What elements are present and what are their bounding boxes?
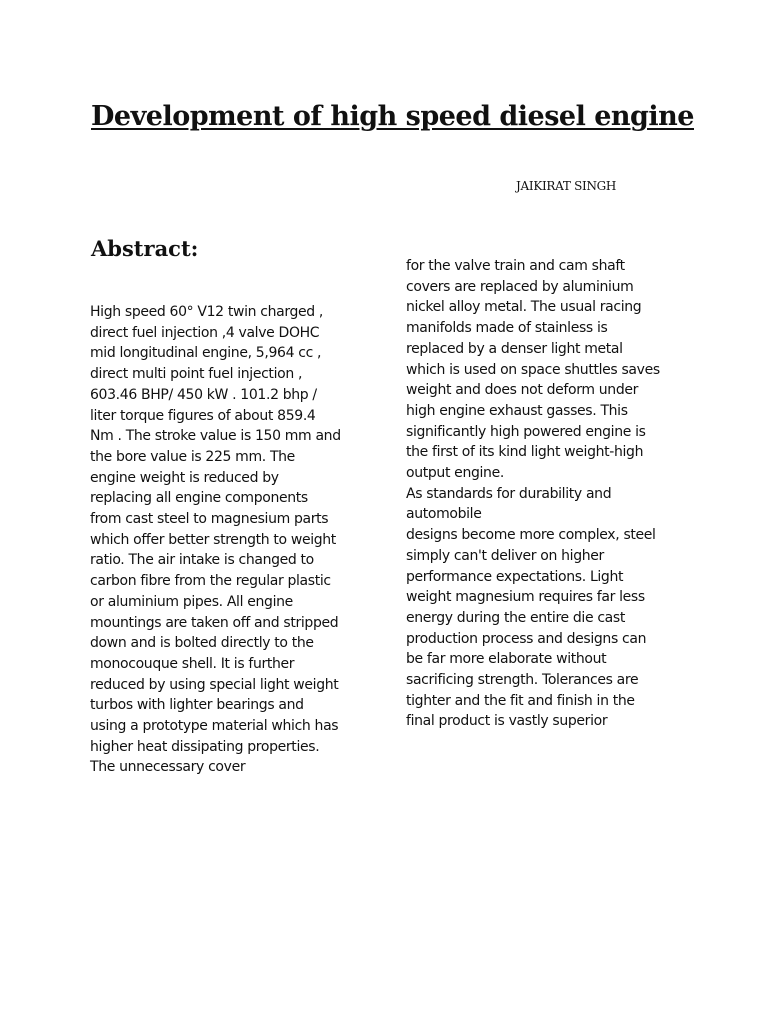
text-line: the bore value is 225 mm. The bbox=[90, 448, 295, 465]
text-line: for the valve train and cam shaft bbox=[406, 258, 625, 274]
text-line: designs become more complex, steel bbox=[406, 527, 656, 544]
author-name: JAIKIRAT SINGH bbox=[516, 179, 617, 193]
text-line: energy during the entire die cast bbox=[406, 609, 625, 626]
text-line: which is used on space shuttles saves bbox=[406, 361, 660, 378]
text-line: The unnecessary cover bbox=[90, 759, 246, 776]
text-line: High speed 60° V12 twin charged , bbox=[90, 304, 324, 320]
text-line: mid longitudinal engine, 5,964 cc , bbox=[90, 345, 322, 362]
text-line: replacing all engine components bbox=[90, 490, 308, 507]
text-line: significantly high powered engine is bbox=[406, 423, 646, 440]
text-line: direct multi point fuel injection , bbox=[90, 366, 303, 383]
text-line: manifolds made of stainless is bbox=[406, 320, 608, 337]
text-line: from cast steel to magnesium parts bbox=[90, 511, 329, 528]
text-line: nickel alloy metal. The usual racing bbox=[406, 299, 642, 316]
text-line: direct fuel injection ,4 valve DOHC bbox=[90, 324, 320, 341]
text-line: high engine exhaust gasses. This bbox=[406, 402, 628, 419]
text-line: using a prototype material which has bbox=[90, 718, 339, 735]
document-title: Development of high speed diesel engine bbox=[91, 101, 694, 132]
text-line: liter torque figures of about 859.4 bbox=[90, 407, 316, 424]
text-line: which offer better strength to weight bbox=[90, 531, 336, 548]
text-line: mountings are taken off and stripped bbox=[90, 614, 339, 631]
text-line: automobile bbox=[406, 506, 482, 523]
left-text-column bbox=[90, 302, 370, 778]
text-line: output engine. bbox=[406, 465, 504, 482]
text-line: be far more elaborate without bbox=[406, 651, 607, 668]
text-line: the first of its kind light weight-high bbox=[406, 444, 644, 461]
text-line: weight and does not deform under bbox=[406, 382, 639, 399]
text-line: 603.46 BHP/ 450 kW . 101.2 bhp / bbox=[90, 386, 317, 403]
text-line: ratio. The air intake is changed to bbox=[90, 552, 314, 569]
right-text-column bbox=[406, 256, 686, 732]
text-line: performance expectations. Light bbox=[406, 568, 624, 585]
text-line: turbos with lighter bearings and bbox=[90, 697, 304, 714]
text-line: higher heat dissipating properties. bbox=[90, 738, 320, 755]
text-line: carbon fibre from the regular plastic bbox=[90, 573, 331, 590]
text-line: or aluminium pipes. All engine bbox=[90, 593, 293, 610]
text-line: As standards for durability and bbox=[406, 485, 612, 502]
text-line: reduced by using special light weight bbox=[90, 676, 339, 693]
text-line: production process and designs can bbox=[406, 630, 647, 647]
text-line: final product is vastly superior bbox=[406, 713, 608, 730]
text-line: weight magnesium requires far less bbox=[406, 589, 645, 606]
text-line: monocouque shell. It is further bbox=[90, 655, 295, 672]
text-line: tighter and the fit and finish in the bbox=[406, 692, 635, 709]
text-line: covers are replaced by aluminium bbox=[406, 278, 634, 295]
text-line: Nm . The stroke value is 150 mm and bbox=[90, 428, 341, 445]
text-line: replaced by a denser light metal bbox=[406, 340, 623, 357]
text-line: down and is bolted directly to the bbox=[90, 635, 314, 652]
text-line: engine weight is reduced by bbox=[90, 469, 279, 486]
text-line: simply can't deliver on higher bbox=[406, 547, 604, 564]
text-line: sacrificing strength. Tolerances are bbox=[406, 672, 639, 689]
section-heading-abstract: Abstract: bbox=[91, 236, 199, 261]
